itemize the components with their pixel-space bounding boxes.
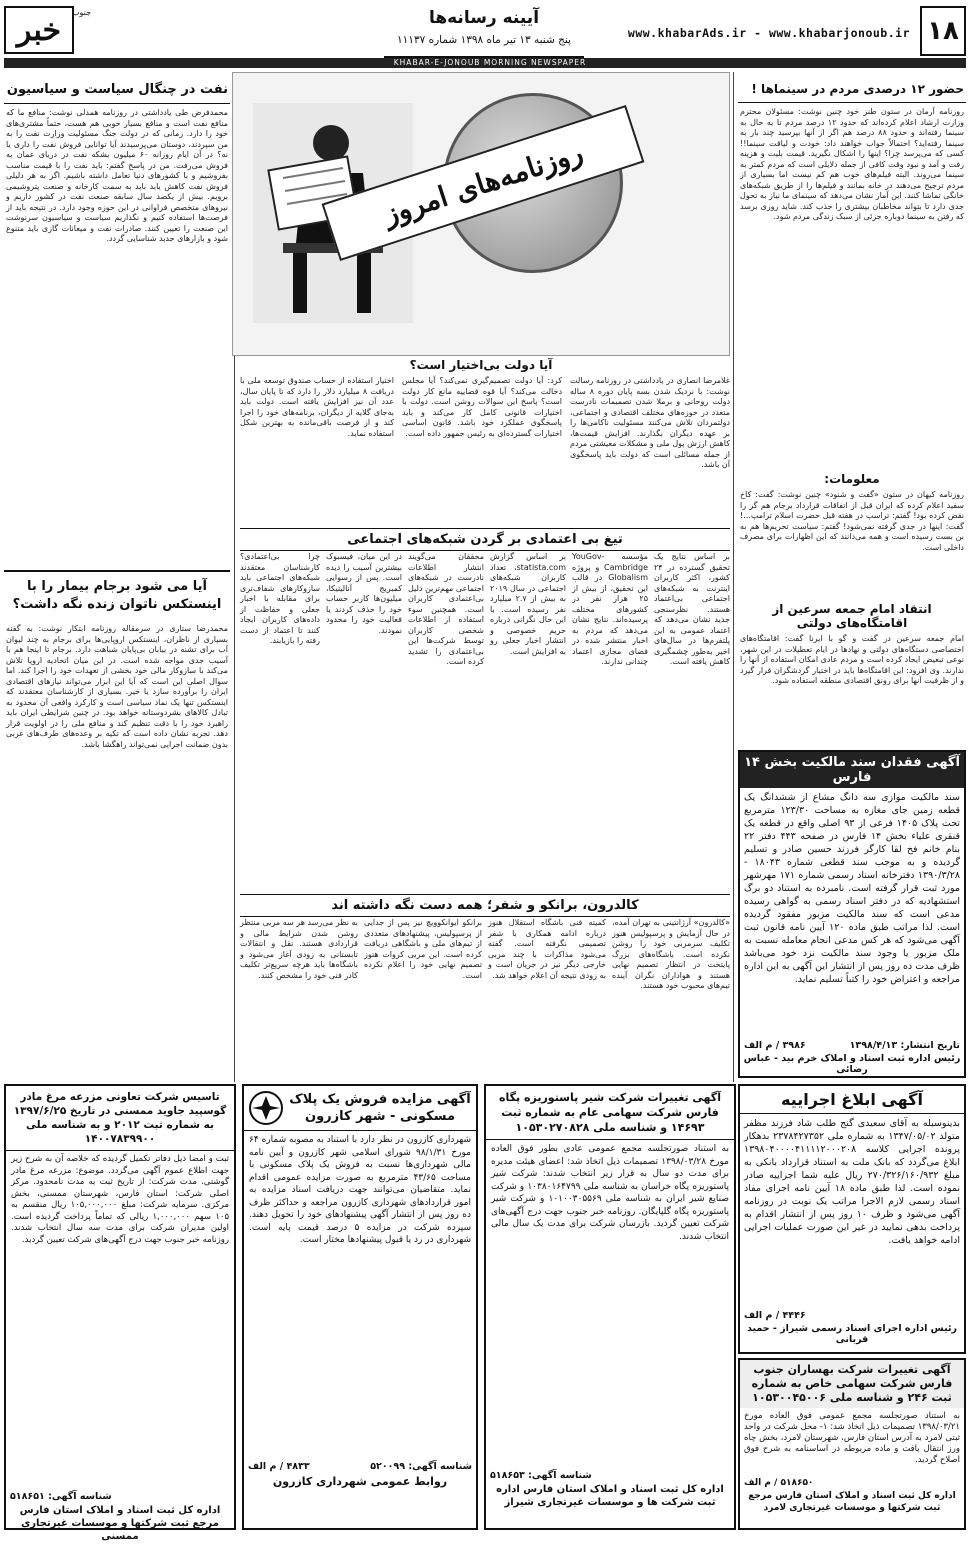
left-article-2-body: محمدرضا ستاری در سرمقاله روزنامه ابتکار نوشت: به گفته بسیاری از ناظران، اینستکس اروپایی‌ها برای برجام به چند لیوان آب برای تشنه در بیابان بی‌پایان شباهت دارد. برجام تا اینجا هم با آسیب جدی مواجه شده است. در این میان اتحادیه اروپا تلاش می‌کند با سازوکار مالی خود بخشی از تعهدات خود را اجرا کند. اما سوال اصلی این است که آیا این ابزار می‌تواند نیازهای اقتصادی ایران را برآورده سازد یا خیر. بسیاری از کارشناسان معتقدند که اینستکس تنها یک نماد سیاسی است و کارکرد واقعی آن محدود به تبادل کالاهای بشردوستانه خواهد بود. در چنین شرایطی ایران باید راهبرد خود را با دقت تنظیم کند و منافع ملی را در اولویت قرار دهد. تجربه نشان داده است که تکیه بر وعده‌های طرف‌های غربی بدون ضمانت اجرایی نمی‌تواند راهگشا باشد.	[6, 624, 228, 749]
ad-cooperative-code: شناسه آگهی: ۵۱۸۶۵۱	[10, 1491, 112, 1502]
ad-auction-code: ۴۸۳۳ / م الف	[248, 1461, 310, 1472]
right-article-2-body: روزنامه کیهان در ستون «گفت و شنود» چنین نوشت: گفت: کاخ سفید اعلام کرده که ایران قبل از اتفاقات قرارداد برجام هم گر را نقض کرده بود! گفتم: تراسپ در هفته قبل حضرت اسلام ترامپ...! گفت: اینها در جدی گرفته نمی‌شود! گفتم: سیاست تحریم‌ها هم به بن بست رسیده است و همه می‌دانند که این اظهارات برای مصرف داخلی است.	[740, 490, 964, 552]
ad-auction-shenaseh: شناسه آگهی: ۵۲۰۰۹۹	[370, 1461, 472, 1472]
ad-cooperative-sign: اداره کل ثبت اسناد و املاک استان فارس مرجع ثبت شرکتها و موسسات غیرتجاری ممسنی	[19, 1505, 221, 1542]
masthead	[4, 4, 966, 62]
right-article-2-title: معلومات:	[824, 472, 880, 486]
ad-auction-title: آگهی مزایده فروش یک پلاک مسکونی - شهر کازرون	[289, 1092, 471, 1124]
right-article-3	[738, 600, 966, 730]
center-article-2-col-5: در این میان، فیسبوک بیشترین آسیب را دیده است. پس از رسوایی کمبریج آنالیتیکا، میلیون‌ها کاربر حساب خود را حذف کردند یا فعالیت خود را محدود نمودند.	[326, 552, 402, 635]
right-article-1	[738, 76, 966, 468]
ad-auction-body: شهرداری کازرون در نظر دارد با استناد به مصوبه شماره ۶۴ مورخ ۹۸/۱/۳۱ شورای اسلامی شهر کازرون و آیین نامه مالی شهرداری‌ها نسبت به فروش یک پلاک مسکونی با مساحت ۴۳/۶۵ مترمربع به صورت مزایده عمومی اقدام نماید. متقاضیان می‌توانند جهت دریافت اسناد مزایده به امور قراردادهای شهرداری کازرون مراجعه و حداکثر ظرف ده روز پس از انتشار آگهی پیشنهادهای خود را تحویل دهند. سپرده شرکت در مزایده ۵ درصد قیمت پایه است. شهرداری در رد یا قبول پیشنهادها مختار است.	[249, 1135, 471, 1245]
logo-subtitle: جنوب	[72, 8, 92, 17]
left-article-2	[4, 570, 230, 1080]
ad-execution-notice-code: ۴۴۴۶ / م الف	[744, 1310, 806, 1321]
center-article-1-col-left: اختیار استفاده از حساب صندوق توسعه ملی با دریافت ۸ میلیارد دلار را دارد که تا پایان سال، عدد آن نیز افزایش یافته است. دولت باید به‌جای گلایه از دیگران، برنامه‌های خود را اجرا کند و از فرصت باقی‌مانده به بهترین شکل استفاده نماید.	[240, 376, 394, 438]
center-article-2-col-4: محققان می‌گویند انتشار اطلاعات نادرست در شبکه‌های اجتماعی مهم‌ترین دلیل بی‌اعتمادی کاربران است. همچنین سوء استفاده از اطلاعات شخصی کاربران توسط شرکت‌ها این بی‌اعتمادی را تشدید کرده است.	[408, 552, 484, 666]
ad-lost-deed-title: آگهی فقدان سند مالکیت بخش ۱۴ فارس	[740, 752, 964, 788]
center-article-1-col-right: غلامرضا انصاری در یادداشتی در روزنامه رسالت نوشت: با نزدیک شدن بسه پایان دوره ۸ ساله دولت روحانی و برملا شدن تصمیمات نادرست متعدد در حوزه‌های مختلف اقتصادی و اجتماعی، دولتمردان تلاش می‌کنند مسئولیت ناکامی‌ها را بر عهده دیگران بگذارند. افزایش قیمت‌ها، کاهش ارزش پول ملی و مشکلات معیشتی مردم از جمله مسائلی است که دولت باید پاسخگوی آن باشد.	[570, 376, 730, 469]
center-article-3-col-4: به نظر می‌رسد هر سه مربی منتظر روشن شدن شرایط مالی و قراردادی هستند. نقل و انتقالات تابستانی به زودی آغاز می‌شود و باشگاه‌ها باید هرچه سریع‌تر تکلیف کادر فنی خود را مشخص کنند.	[239, 918, 358, 980]
right-article-3-title: انتقاد امام جمعه سرعین از اقامتگاه‌های دولتی	[772, 602, 932, 630]
center-article-1-col-middle: کرد: آیا دولت تصمیم‌گیری نمی‌کند؟ آیا مجلس دخالت می‌کند؟ آیا قوه قضاییه مانع کار دولت است؟ پاسخ این سوالات روشن است. دولت با اختیارات قانونی کامل کار می‌کند و باید پاسخگوی عملکرد خود باشد. قانون اساسی اختیارات گسترده‌ای به رئیس جمهور داده است.	[402, 376, 562, 438]
site-urls[interactable]: www.khabarAds.ir - www.khabarjonoub.ir	[627, 26, 910, 40]
ad-lost-deed-date: تاریخ انتشار: ۱۳۹۸/۴/۱۳	[849, 1040, 960, 1051]
right-article-3-body: امام جمعه سرعین در گفت و گو با ایرنا گفت: اقامتگاه‌های اختصاصی دستگاه‌های دولتی و نهادها در ایام تعطیلات در این شهر، نوعی تبعیض ایجاد کرده است و مردم عادی امکان استفاده از آنها را ندارند. وی افزود: این اقامتگاه‌ها باید در اختیار گردشگران قرار گیرد و از ظرفیت آنها برای رونق اقتصادی منطقه استفاده شود.	[740, 634, 964, 685]
ad-lost-deed	[738, 750, 966, 1078]
masthead-rule-text: KHABAR-E-JONOUB MORNING NEWSPAPER	[393, 58, 587, 67]
ad-behsaran-title: آگهی تغییرات شرکت بهساران جنوب فارس شرکت سهامی خاص به شماره ثبت ۲۴۶ و شناسه ملی ۱۰۵۳۰۰۴۵۰۰۶	[740, 1360, 964, 1408]
column-rule	[733, 72, 734, 1082]
left-article-1-title: نفت در چنگال سیاست و سیاسیون	[4, 76, 230, 104]
section-title: آیینه رسانه‌ها	[428, 8, 540, 28]
right-article-1-body: روزنامه آرمان در ستون طنز خود چنین نوشت: مسئولان محترم وزارت ارشاد اعلام کرده‌اند که حدود ۱۲ درصد مردم تا به حال به سینما رفته‌اند و حدود ۸۸ درصد هم اگر از آنها بپرسید چند بار به سینما رفته‌اید؟ احتمالاً جواب خواهند داد: خودت و لیاقت سینما!! کسی که می‌پرسد چرا؟ اینها را اشکال نگیرید. قیمت بلیت و هزینه رفت و آمد و نبود وقت کافی از جمله دلایلی است که مردم کمتر به سینما می‌روند. البته فیلم‌های خوب هم کم نیست اما بسیاری از مردم ترجیح می‌دهند در خانه بمانند و فیلم‌ها را از طریق شبکه‌های خانگی تماشا کنند. این آمار نشان می‌دهد که سینمای ما نیاز به تحول جدی دارد تا بتواند مخاطبان بیشتری را جذب کند. شاید روزی برسد که رفتن به سینما دوباره جزئی از سبک زندگی مردم شود.	[740, 107, 965, 221]
ad-behsaran-sign: اداره کل ثبت اسناد و املاک استان فارس مرجع ثبت شرکتها و موسسات غیرتجاری لامرد	[748, 1491, 956, 1513]
ad-cooperative	[4, 1084, 236, 1542]
newspaper-logo: خبر	[4, 6, 74, 54]
left-article-2-title: آیا می شود برجام بیمار را با اینستکس ناتوان زنده نگه داشت؟	[12, 579, 222, 612]
ad-pegah-code: شناسه آگهی: ۵۱۸۶۵۳	[490, 1470, 592, 1481]
ad-pegah-title: آگهی تغییرات شرکت شیر پاستوریزه پگاه فارس شرکت سهامی عام به شماره ثبت ۱۴۶۹۳ و شناسه ملی ۱۰۵۳۰۲۷۰۸۲۸	[486, 1086, 734, 1140]
ad-lost-deed-code: ۳۹۸۶ / م الف	[744, 1040, 806, 1051]
municipality-emblem-icon	[248, 1090, 284, 1126]
ad-lost-deed-sign: رئیس اداره ثبت اسناد و املاک خرم بید - عباس رضائی	[743, 1053, 961, 1075]
center-article-3-title: کالدرون، برانکو و شفر؛ همه دست نگه داشته اند	[240, 894, 730, 917]
hero-illustration	[232, 72, 730, 356]
center-article-2-col-6: چرا بی‌اعتمادی؟ کارشناسان معتقدند شبکه‌های اجتماعی باید سازوکارهای شفاف‌تری برای مقابله با اخبار جعلی و حفاظت از داده‌های کاربران ایجاد کنند تا اعتماد از دست رفته را بازیابند.	[240, 552, 320, 645]
ad-behsaran-code: ۵۱۸۶۵۰ / م الف	[744, 1478, 814, 1488]
center-article-2-title: تیغ بی اعتمادی بر گردن شبکه‌های اجتماعی	[240, 528, 730, 551]
ad-behsaran-body: به استناد صورتجلسه مجمع عمومی فوق العاده مورخ ۱۳۹۸/۰۳/۲۱ تصمیمات ذیل اتخاذ شد: ۱- محل شرکت در واحد ثبتی لامرد به آدرس استان فارس، شهرستان لامرد، بخش چاه ورز انتقال یافت و ماده مربوطه در اساسنامه به شرح فوق اصلاح گردید.	[744, 1411, 960, 1465]
section-header	[384, 6, 584, 58]
issue-line: پنج شنبه ۱۳ تیر ماه ۱۳۹۸ شماره ۱۱۱۳۷	[397, 34, 571, 46]
ad-pegah-body: به استناد صورتجلسه مجمع عمومی عادی بطور فوق العاده مورخ ۱۳۹۸/۰۳/۲۸ تصمیمات ذیل اتخاذ شد: اعضای هیئت مدیره برای مدت دو سال به قرار زیر انتخاب شدند: شرکت شیر پاستوریزه پگاه خراسان به شناسه ملی ۱۰۳۸۰۱۶۴۷۹۹ و شرکت صنایع شیر ایران به شناسه ملی ۱۰۱۰۰۳۰۵۵۶۹ و شرکت شیر پاستوریزه پگاه گلپایگان. روزنامه خبر جنوب جهت درج آگهی‌های شرکت تعیین گردید. بازرسان شرکت برای مدت یک سال مالی انتخاب شدند.	[491, 1144, 730, 1242]
ad-auction-sign: روابط عمومی شهرداری کازرون	[272, 1475, 448, 1488]
center-article-2-col-2: مؤسسه YouGov-Cambridge و پروژه Globalism در قالب این تحقیق، از بیش از ۲۵ هزار نفر در کشورهای مختلف پرسیده‌اند. نتایج نشان می‌دهد که مردم به اخبار منتشر شده در فضای مجازی اعتماد چندانی ندارند.	[572, 552, 648, 666]
page-number: ۱۸	[920, 6, 966, 56]
center-article-3-col-2: کمیته فنی باشگاه استقلال هنوز درباره ادامه همکاری با شفر تصمیمی نگرفته است. گفته می‌شود مذاکرات با چند مربی خارجی دیگر نیز در جریان است و به زودی نتیجه آن اعلام خواهد شد.	[488, 918, 606, 980]
hero-caption-title: آیا دولت بی‌اختیار است؟	[409, 358, 553, 372]
right-article-2	[738, 470, 966, 598]
ad-execution-notice	[738, 1084, 966, 1354]
ad-cooperative-title: تاسیس شرکت تعاونی مزرعه مرغ مادر گوسپید جاوید ممسنی در تاریخ ۱۳۹۷/۶/۲۵ به شماره ثبت ۲۰۱۲ و به شناسه ملی ۱۴۰۰۷۸۳۹۹۰۰	[6, 1086, 234, 1151]
hero-banner-text: روزنامه‌های امروز	[322, 105, 645, 261]
ad-execution-notice-sign: رئیس اداره اجرای اسناد رسمی شیراز - حمید قربانی	[746, 1323, 958, 1345]
ad-execution-notice-title: آگهی ابلاغ اجراییه	[740, 1086, 964, 1114]
left-article-1	[4, 76, 230, 562]
ad-pegah-sign: اداره کل ثبت اسناد و املاک استان فارس اداره ثبت شرکت ها و موسسات غیرتجاری شیراز	[496, 1484, 724, 1508]
ad-auction	[242, 1084, 478, 1530]
ad-cooperative-body: ثبت و امضا ذیل دفاتر تکمیل گردیده که خلاصه آن به شرح زیر جهت اطلاع عموم آگهی می‌گردد. موضوع: مزرعه مرغ مادر گوشتی. مدت شرکت: از تاریخ ثبت به مدت نامحدود. مرکز اصلی شرکت: استان فارس، شهرستان ممسنی، بخش مرکزی. سرمایه شرکت: مبلغ ۱۰۵,۰۰۰,۰۰۰ ریال منقسم به ۱۰۵ سهم ۱,۰۰۰,۰۰۰ ریالی که تماماً پرداخت گردیده است. اولین مدیران شرکت برای مدت سه سال انتخاب شدند. روزنامه خبر جنوب جهت درج آگهی‌های شرکت تعیین گردید.	[11, 1154, 230, 1245]
center-article-2-col-3: بر اساس گزارش statista.com، تعداد کاربران شبکه‌های اجتماعی در سال ۲۰۱۹ به بیش از ۲.۷ میلیارد نفر رسیده است. با این حال نگرانی درباره حریم خصوصی و انتشار اخبار جعلی رو به افزایش است.	[490, 552, 566, 656]
center-article-2-col-1: بر اساس نتایج یک تحقیق گسترده در ۲۴ کشور، اکثر کاربران اینترنت به شبکه‌های اجتماعی بی‌اعتماد هستند. نظرسنجی جدید نشان می‌دهد که اعتماد عمومی به این پلتفرم‌ها در سال‌های اخیر به‌طور چشمگیری کاهش یافته است.	[654, 552, 730, 666]
left-article-1-body: محمدفرض طی یادداشتی در روزنامه همدلی نوشت: منافع ما که منافع نفت است و منافع بسیار خوبی هم هست، حتماً مشتری‌های خود را دارد. زمانی که در دولت جنگ مسئولیت وزارت نفت را به من سپردند، دوستان می‌پرسیدند آیا توانایی فروش نفت را داری یا نه؟ در آن ایام روزانه ۶۰ میلیون بشکه نفت در دریای عمان به فروش می‌رفت. من در پاسخ گفتم: باید نفت را با قیمت مناسب بفروشیم و با کشورهای دنیا تعامل داشته باشیم. اگر به هر دلیلی فروش نفت کاهش یابد باید به سمت کارخانه و صنعت پتروشیمی برویم. بیش از یکصد سال سابقه صنعت نفت در کشور داریم و نیروهای متخصص فراوانی در این حوزه وجود دارد. در نتیجه باید از فرصت‌ها استفاده کنیم و نگذاریم سیاست و سیاسیون سرنوشت این صنعت را تعیین کنند. صادرات نفت و میعانات گازی باید متنوع شود و بازارهای جدید شناسایی گردد.	[6, 108, 229, 243]
center-article-3-col-1: «کالدرون» آرژانتینی به تهران آمده، در حال آزمایش و پرسپولیس هنوز تکلیف سرمربی خود را روشن نکرده است. باشگاه‌های بزرگ پایتخت در انتظار تصمیم نهایی هستند و هواداران نگران آینده تیم‌های محبوب خود هستند.	[612, 918, 730, 990]
ad-execution-notice-body: بدینوسیله به آقای سعیدی گنج طلب شاد فرزند مظفر متولد ۱۳۴۷/۰۵/۰۲ به شماره ملی ۲۳۷۸۴۲۷۳۵۲ بدهکار پرونده اجرایی کلاسه ۱۳۹۸۰۴۰۰۰۰۴۱۱۱۱۲۰۰۰۲۰۸ ابلاغ می‌گردد که بانک ملت به استناد قرارداد بانکی به مبلغ ۲۷۰/۳۲۶/۱۶۰/۹۳۲ ریال علیه شما اجراییه صادر نموده است. لذا طبق ماده ۱۸ آیین نامه اجرای مفاد اسناد رسمی لازم الاجرا مراتب یک نوبت در روزنامه آگهی می‌شود و ظرف ۱۰ روز پس از انتشار اقدام به پرداخت بدهی نمایید در غیر این صورت عملیات اجرایی ادامه خواهد یافت.	[744, 1118, 961, 1246]
center-article-3-col-3: برانکو ایوانکوویچ نیز پس از جدایی از پرسپولیس، پیشنهادهای متعددی از تیم‌های ملی و باشگاهی دریافت کرده است. این مربی کروات هنوز تصمیم نهایی خود را اعلام نکرده است.	[364, 918, 482, 980]
ad-behsaran	[738, 1358, 966, 1530]
right-article-1-title: حضور ۱۲ درصدی مردم در سینماها !	[738, 76, 966, 103]
ad-lost-deed-body: سند مالکیت موازی سه دانگ مشاع از ششدانگ یک قطعه زمین جای مغازه به مساحت ۱۲۳/۳۰ مترمربع تحت پلاک ۱۴۰۵ فرعی از ۹۳ اصلی واقع در قطعه یک قنقری علیاء بخش ۱۴ فارس در صفحه ۴۴۳ دفتر ۲۲ بنام خانم فخ لقا کارگر فرزند حسین صادر و تسلیم گردیده و به موجب سند قطعی شماره ۱۸۰۴۳ - ۱۳۹۰/۳/۲۸ دفترخانه اسناد رسمی شماره ۱۷۱ مهرشهر مورد ثبت قرار گرفته است. نامبرده به استناد دو برگ استشهادیه که در دفتر اسناد رسمی به گواهی رسیده مدعی است که سند مالکیت مزبور مفقود گردیده است. لذا مراتب طبق ماده ۱۲۰ آیین نامه قانون ثبت آگهی می‌شود که هر کس مدعی انجام معامله نسبت به ملک مزبور یا وجود سند مالکیت نزد خود می‌باشد ظرف مدت ده روز پس از انتشار این آگهی به این اداره مراجعه و اعتراض خود را کتباً تسلیم نماید.	[744, 792, 961, 985]
ad-pegah	[484, 1084, 736, 1530]
